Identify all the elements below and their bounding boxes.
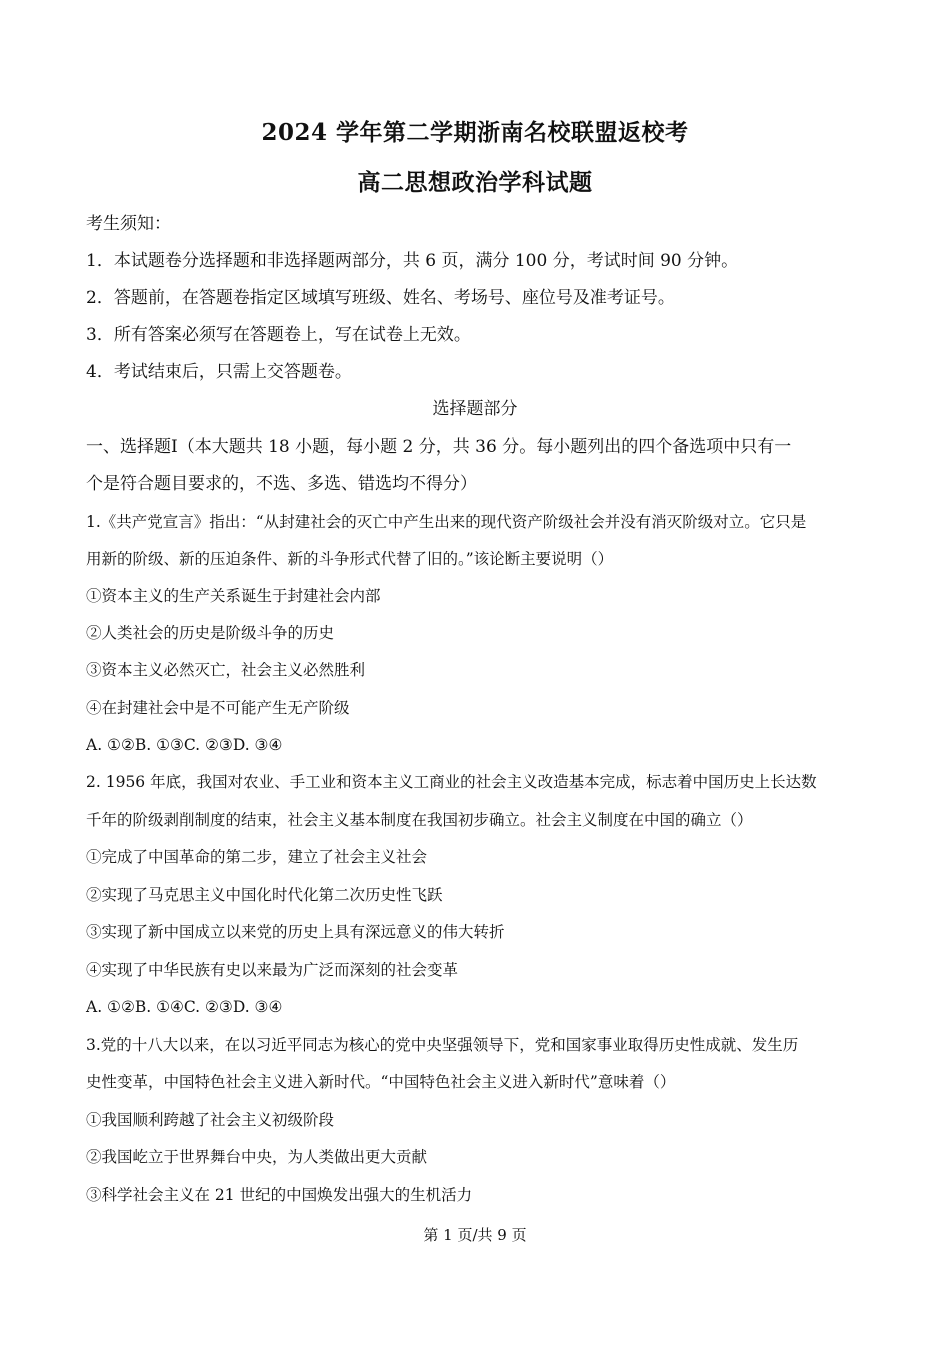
- notice-item-2: 2．答题前，在答题卷指定区域填写班级、姓名、考场号、座位号及准考证号。: [86, 288, 675, 308]
- section-instruction-line-1: 一、选择题Ⅰ（本大题共 18 小题，每小题 2 分，共 36 分。每小题列出的四个备选项中只有一: [86, 437, 792, 457]
- question-1-option-2: ②人类社会的历史是阶级斗争的历史: [86, 624, 335, 642]
- question-2-answer-choices: A. ①②B. ①④C. ②③D. ③④: [86, 998, 283, 1016]
- question-3-option-2: ②我国屹立于世界舞台中央，为人类做出更大贡献: [86, 1148, 428, 1166]
- exam-title: 2024 学年第二学期浙南名校联盟返校考: [261, 119, 689, 146]
- question-1-option-1: ①资本主义的生产关系诞生于封建社会内部: [86, 587, 381, 605]
- question-1-option-4: ④在封建社会中是不可能产生无产阶级: [86, 699, 350, 717]
- notice-item-3: 3．所有答案必须写在答题卷上，写在试卷上无效。: [86, 325, 471, 345]
- question-1-stem-line-2: 用新的阶级、新的压迫条件、新的斗争形式代替了旧的。”该论断主要说明（）: [86, 550, 614, 568]
- exam-subtitle: 高二思想政治学科试题: [357, 169, 593, 196]
- section-title: 选择题部分: [432, 399, 518, 419]
- question-3-stem-line-2: 史性变革，中国特色社会主义进入新时代。“中国特色社会主义进入新时代”意味着（）: [86, 1073, 676, 1091]
- question-1-option-3: ③资本主义必然灭亡，社会主义必然胜利: [86, 661, 366, 679]
- question-3-option-3: ③科学社会主义在 21 世纪的中国焕发出强大的生机活力: [86, 1186, 473, 1204]
- notice-item-4: 4．考试结束后，只需上交答题卷。: [86, 362, 352, 382]
- question-3-stem-line-1: 3.党的十八大以来，在以习近平同志为核心的党中央坚强领导下，党和国家事业取得历史性成就、发生历: [86, 1036, 799, 1054]
- question-3-option-1: ①我国顺利跨越了社会主义初级阶段: [86, 1111, 335, 1129]
- question-2-stem-line-1: 2. 1956 年底，我国对农业、手工业和资本主义工商业的社会主义改造基本完成，标志着中国历史上长达数: [86, 773, 817, 791]
- question-2-stem-line-2: 千年的阶级剥削制度的结束，社会主义基本制度在我国初步确立。社会主义制度在中国的确立（）: [86, 811, 753, 829]
- notice-heading: 考生须知：: [86, 214, 171, 234]
- question-2-option-4: ④实现了中华民族有史以来最为广泛而深刻的社会变革: [86, 961, 459, 979]
- question-1-stem-line-1: 1.《共产党宣言》指出：“从封建社会的灭亡中产生出来的现代资产阶级社会并没有消灭阶级对立。它只是: [86, 513, 807, 531]
- question-2-option-3: ③实现了新中国成立以来党的历史上具有深远意义的伟大转折: [86, 923, 505, 941]
- question-2-option-2: ②实现了马克思主义中国化时代化第二次历史性飞跃: [86, 886, 443, 904]
- question-1-answer-choices: A. ①②B. ①③C. ②③D. ③④: [86, 736, 283, 754]
- section-instruction-line-2: 个是符合题目要求的，不选、多选、错选均不得分）: [86, 474, 477, 494]
- notice-item-1: 1．本试题卷分选择题和非选择题两部分，共 6 页，满分 100 分，考试时间 90 分钟。: [86, 251, 739, 271]
- page-number-footer: 第 1 页/共 9 页: [423, 1226, 527, 1244]
- question-2-option-1: ①完成了中国革命的第二步，建立了社会主义社会: [86, 848, 428, 866]
